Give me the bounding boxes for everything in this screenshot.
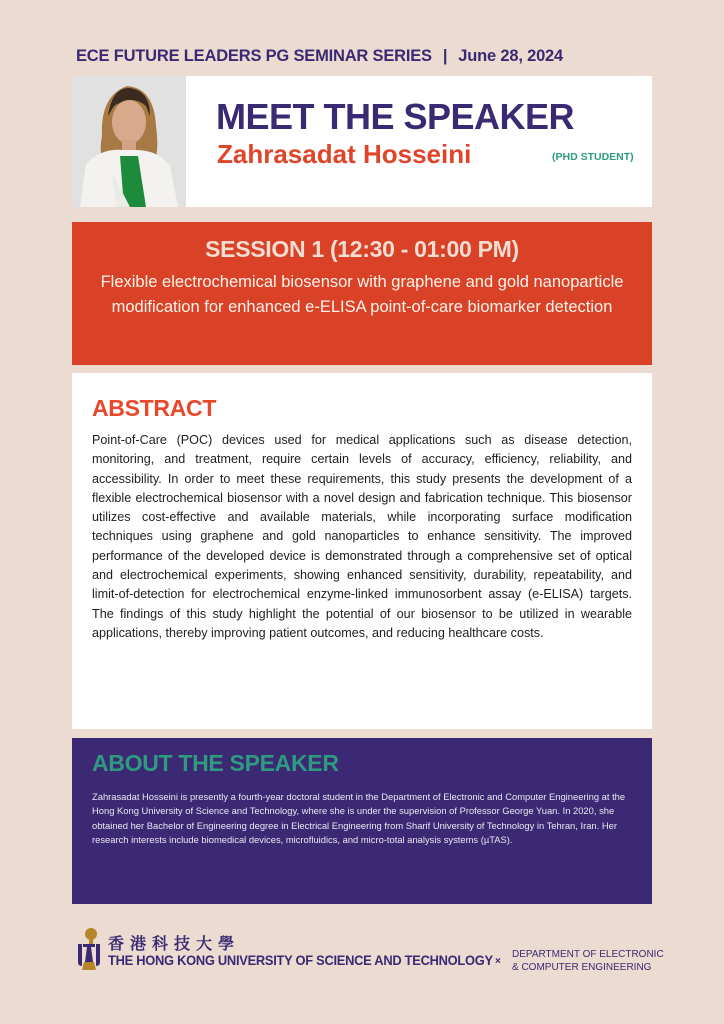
talk-title: Flexible electrochemical biosensor with graphene and gold nanoparticle modification for enhanced e-ELISA point-of-care biomarker detection xyxy=(100,273,624,316)
separator: | xyxy=(442,47,448,65)
series-header xyxy=(76,47,656,66)
event-date: June 28, 2024 xyxy=(458,47,564,65)
about-speaker-panel xyxy=(72,738,652,904)
footer xyxy=(76,928,676,978)
university-chinese-name: 香港科技大學 xyxy=(108,934,241,953)
times-symbol: × xyxy=(495,956,501,967)
meet-the-speaker-heading: MEET THE SPEAKER xyxy=(216,96,575,137)
department-line-2: & COMPUTER ENGINEERING xyxy=(512,962,652,973)
hkust-logo-icon xyxy=(76,928,102,972)
abstract-panel xyxy=(72,373,652,729)
university-name: THE HONG KONG UNIVERSITY OF SCIENCE AND TECHNOLOGY xyxy=(108,952,493,968)
abstract-heading: ABSTRACT xyxy=(92,395,217,421)
speaker-portrait-icon xyxy=(72,76,186,207)
session-time: SESSION 1 (12:30 - 01:00 PM) xyxy=(205,236,519,262)
speaker-role: (PHD STUDENT) xyxy=(552,151,634,163)
department-name xyxy=(512,948,664,974)
speaker-photo xyxy=(72,76,186,207)
department-line-1: DEPARTMENT OF ELECTRONIC xyxy=(512,949,664,960)
session-panel xyxy=(72,222,652,365)
speaker-name: Zahrasadat Hosseini xyxy=(217,139,472,169)
series-title: ECE FUTURE LEADERS PG SEMINAR SERIES xyxy=(76,47,432,65)
about-heading: ABOUT THE SPEAKER xyxy=(92,750,339,776)
about-body: Zahrasadat Hosseini is presently a fourth-year doctoral student in the Department of Electronic and Computer Engineering at the Hong Kong University of Science and Technology, where she is under the supervision of Professor George Yuan. In 2020, she obtained her Bachelor of Engineering degree in Electrical Engineering from Sharif University of Technology in Tehran, Iran. Her research interests include biomedical devices, microfluidics, and micro-total analysis systems (µTAS). xyxy=(92,791,626,846)
abstract-body: Point-of-Care (POC) devices used for medical applications such as disease detection, monitoring, and treatment, require certain levels of accuracy, efficiency, reliability, and accessibility. In order to meet these requirements, this study presents the development of a flexible electrochemical biosensor with a novel design and fabrication technique. This biosensor utilizes cost-effective and available materials, while incorporating surface modification techniques using graphene and gold nanoparticles to enhance sensitivity. The improved performance of the developed device is demonstrated through a comprehensive set of optical and electrochemical experiments, showing enhanced sensitivity, durability, repeatability, and limit-of-detection for electrochemical enzyme-linked immunosorbent assay (e-ELISA) targets. The findings of this study highlight the potential of our biosensor to be utilized in wearable applications, thereby improving patient outcomes, and reducing healthcare costs. xyxy=(92,433,632,640)
